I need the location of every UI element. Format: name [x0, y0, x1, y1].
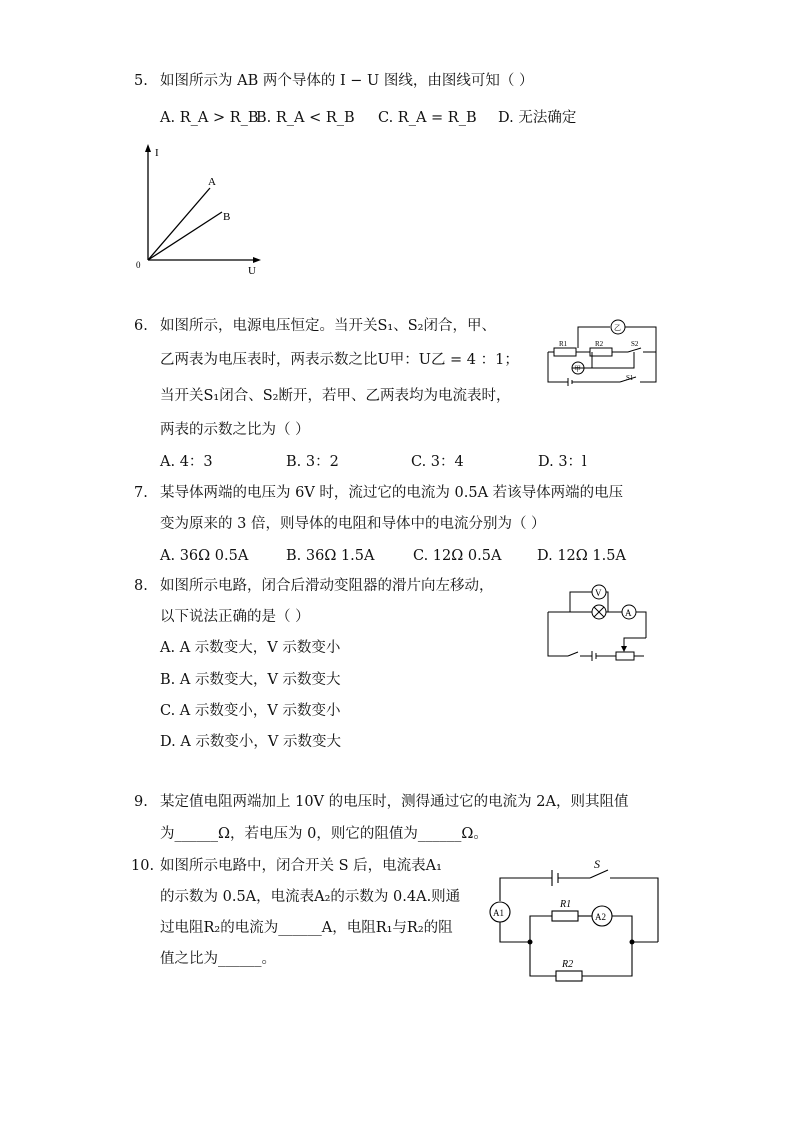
q10-circuit-diagram [490, 856, 665, 984]
q8-option-a: A. A 示数变大，V 示数变小 [160, 640, 341, 656]
q5-graph-y-label: I [155, 147, 159, 159]
q7-option-d: D. 12Ω 1.5A [537, 548, 626, 564]
q8-label-voltmeter: V [595, 588, 602, 598]
q6-number: 6. [134, 318, 148, 334]
q6-option-d: D. 3：l [538, 454, 587, 470]
q6-option-b: B. 3：2 [286, 454, 339, 470]
q10-label-a2: A2 [595, 912, 606, 922]
q6-label-r2: R2 [595, 340, 604, 348]
q5-option-d: D. 无法确定 [498, 110, 577, 126]
q7-option-a: A. 36Ω 0.5A [160, 548, 249, 564]
q8-option-b: B. A 示数变大，V 示数变大 [160, 672, 341, 688]
q8-label-ammeter: A [625, 608, 632, 618]
q6-line4: 两表的示数之比为（ ） [160, 422, 310, 438]
q5-graph-origin: 0 [136, 260, 141, 270]
q7-option-b: B. 36Ω 1.5A [286, 548, 375, 564]
q5-option-c: C. R_A = R_B [378, 110, 477, 126]
q10-label-switch: S [594, 857, 600, 871]
q6-label-r1: R1 [559, 340, 568, 348]
q7-number: 7. [134, 485, 148, 501]
q6-label-meter: 甲 [574, 365, 581, 373]
q6-circuit-diagram [540, 318, 665, 390]
q9-line2: 为______Ω，若电压为 0，则它的阻值为______Ω。 [160, 826, 488, 842]
q7-option-c: C. 12Ω 0.5A [413, 548, 502, 564]
q5-graph-line-a: A [208, 176, 216, 188]
q5-option-a: A. R_A > R_B [160, 110, 259, 126]
q7-line1: 某导体两端的电压为 6V 时，流过它的电流为 0.5A 若该导体两端的电压 [160, 485, 624, 501]
q6-label-z-meter: 乙 [614, 324, 621, 332]
q6-line2: 乙两表为电压表时，两表示数之比U甲：U乙 = 4 ：1； [160, 352, 519, 368]
q7-line2: 变为原来的 3 倍，则导体的电阻和导体中的电流分别为（ ） [160, 516, 546, 532]
q9-number: 9. [134, 794, 148, 810]
q8-option-d: D. A 示数变小，V 示数变大 [160, 734, 341, 750]
q5-iu-graph [130, 140, 270, 280]
q8-line2: 以下说法正确的是（ ） [160, 609, 310, 625]
q5-option-b: B. R_A < R_B [256, 110, 355, 126]
q8-option-c: C. A 示数变小，V 示数变小 [160, 703, 341, 719]
q6-line1: 如图所示，电源电压恒定。当开关S₁、S₂闭合，甲、 [160, 318, 496, 334]
q8-line1: 如图所示电路，闭合后滑动变阻器的滑片向左移动， [160, 578, 494, 594]
q10-line1: 如图所示电路中，闭合开关 S 后，电流表A₁ [160, 858, 442, 874]
q10-line3: 过电阻R₂的电流为______A，电阻R₁与R₂的阻 [160, 920, 453, 936]
q6-option-c: C. 3：4 [411, 454, 464, 470]
q10-line2: 的示数为 0.5A，电流表A₂的示数为 0.4A.则通 [160, 889, 461, 905]
q5-graph-x-label: U [248, 265, 256, 277]
q10-number: 10. [131, 858, 155, 874]
q6-label-s1: S1 [626, 374, 634, 382]
q6-option-a: A. 4：3 [160, 454, 213, 470]
q5-graph-line-b: B [223, 211, 231, 223]
q10-line4: 值之比为______。 [160, 951, 276, 967]
q8-number: 8. [134, 578, 148, 594]
q5-stem: 如图所示为 AB 两个导体的 I − U 图线，由图线可知（ ） [160, 73, 534, 89]
q8-circuit-diagram [540, 580, 655, 662]
q9-line1: 某定值电阻两端加上 10V 的电压时，测得通过它的电流为 2A，则其阻值 [160, 794, 629, 810]
q10-label-r1: R1 [560, 899, 572, 910]
q10-label-a1: A1 [493, 908, 504, 918]
q5-number: 5. [134, 73, 148, 89]
q6-line3: 当开关S₁闭合、S₂断开，若甲、乙两表均为电流表时， [160, 388, 511, 404]
q6-label-s2: S2 [631, 340, 639, 348]
q10-label-r2: R2 [562, 959, 574, 970]
